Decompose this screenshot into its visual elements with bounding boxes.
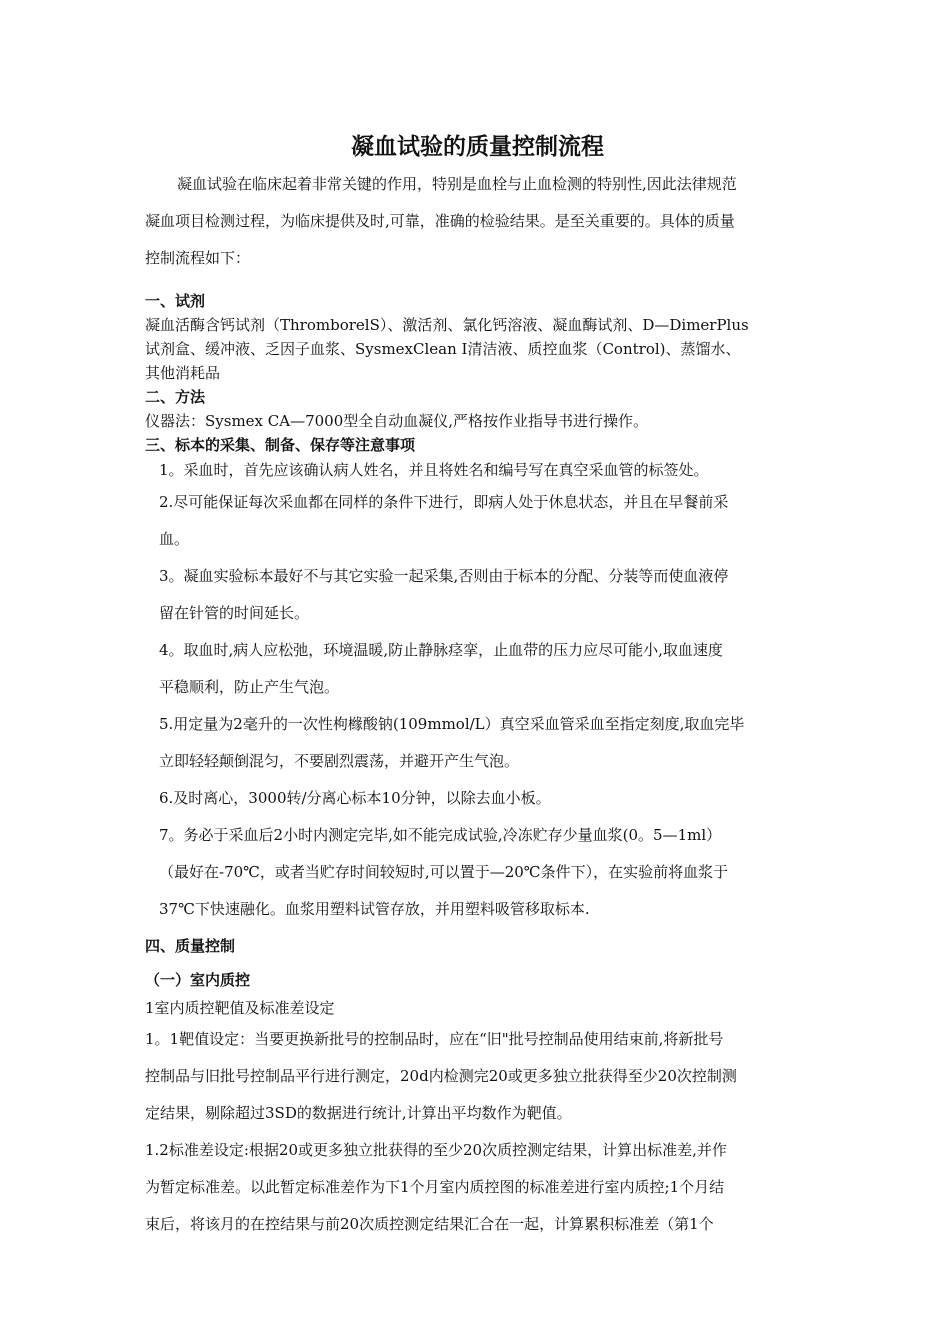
specimen-item <box>145 632 810 706</box>
text-line: 4。取血时,病人应松弛，环境温暖,防止静脉痉挛，止血带的压力应尽可能小,取血速度 <box>159 641 723 659</box>
text-line: 留在针管的时间延长。 <box>159 604 310 622</box>
reagents-paragraph <box>145 313 810 385</box>
subsection-title: 1室内质控靶值及标准差设定 <box>145 999 335 1017</box>
text-line: 6.及时离心，3000转/分离心标本10分钟，以除去血小板。 <box>159 789 551 807</box>
text-line: 7。务必于采血后2小时内测定完毕,如不能完成试验,冷冻贮存少量血浆(0。5—1ml） <box>159 826 722 844</box>
section-heading-specimen: 三、标本的采集、制备、保存等注意事项 <box>145 436 416 454</box>
document-title: 凝血试验的质量控制流程 <box>351 134 604 160</box>
text-line: 试剂盒、缓冲液、乏因子血浆、SysmexClean Ⅰ清洁液、质控血浆（Control)、蒸馏水、 <box>145 340 741 358</box>
specimen-item <box>145 457 810 484</box>
specimen-item <box>145 706 810 780</box>
standard-deviation-paragraph <box>145 1132 810 1243</box>
document-body <box>145 128 810 1243</box>
text-line: 2.尽可能保证每次采血都在同样的条件下进行，即病人处于休息状态，并且在早餐前采 <box>159 493 729 511</box>
text-line: 血。 <box>159 530 190 548</box>
specimen-item <box>145 558 810 632</box>
intro-line: 凝血试验在临床起着非常关键的作用，特别是血栓与止血检测的特别性,因此法律规范 <box>177 175 737 193</box>
text-line: 其他消耗品 <box>145 364 221 382</box>
specimen-item <box>145 484 810 558</box>
text-line: 1。采血时，首先应该确认病人姓名，并且将姓名和编号写在真空采血管的标签处。 <box>159 461 709 479</box>
text-line: 定结果，剔除超过3SD的数据进行统计,计算出平均数作为靶值。 <box>145 1104 572 1122</box>
text-line: 仪器法：Sysmex CA—7000型全自动血凝仪,严格按作业指导书进行操作。 <box>145 412 649 430</box>
text-line: 1。1靶值设定：当要更换新批号的控制品时，应在“旧"批号控制品使用结束前,将新批号 <box>145 1030 724 1048</box>
target-value-paragraph <box>145 1021 810 1132</box>
section-heading-reagents: 一、试剂 <box>145 292 206 310</box>
specimen-item <box>145 780 810 817</box>
text-line: 平稳顺利，防止产生气泡。 <box>159 678 340 696</box>
text-line: 凝血活酶含钙试剂（ThromborelS）、激活剂、氯化钙溶液、凝血酶试剂、D—DimerPlus <box>145 316 749 334</box>
intro-line: 凝血项目检测过程，为临床提供及时,可靠，准确的检验结果。是至关重要的。具体的质量 <box>145 212 735 230</box>
text-line: 5.用定量为2毫升的一次性枸橼酸钠(109mmol/L）真空采血管采血至指定刻度,取血完毕 <box>159 715 745 733</box>
specimen-item <box>145 817 810 928</box>
method-paragraph <box>145 409 810 433</box>
section-heading-method: 二、方法 <box>145 388 206 406</box>
text-line: （最好在-70℃，或者当贮存时间较短时,可以置于—20℃条件下），在实验前将血浆于 <box>159 863 729 881</box>
text-line: 立即轻轻颠倒混匀，不要剧烈震荡，并避开产生气泡。 <box>159 752 520 770</box>
text-line: 束后，将该月的在控结果与前20次质控测定结果汇合在一起，计算累积标准差（第1个 <box>145 1215 714 1233</box>
text-line: 37℃下快速融化。血浆用塑料试管存放，并用塑料吸管移取标本. <box>159 900 590 918</box>
section-heading-quality-control: 四、质量控制 <box>145 937 236 955</box>
text-line: 控制品与旧批号控制品平行进行测定，20d内检测完20或更多独立批获得至少20次控制测 <box>145 1067 737 1085</box>
text-line: 1.2标准差设定:根据20或更多独立批获得的至少20次质控测定结果，计算出标准差,并作 <box>145 1141 727 1159</box>
text-line: 为暂定标准差。以此暂定标准差作为下1个月室内质控图的标准差进行室内质控;1个月结 <box>145 1178 725 1196</box>
text-line: 3。凝血实验标本最好不与其它实验一起采集,否则由于标本的分配、分装等而使血液停 <box>159 567 729 585</box>
subsection-heading-internal-qc: （一）室内质控 <box>145 971 251 989</box>
intro-line: 控制流程如下： <box>145 249 251 267</box>
intro-paragraph <box>145 166 810 277</box>
